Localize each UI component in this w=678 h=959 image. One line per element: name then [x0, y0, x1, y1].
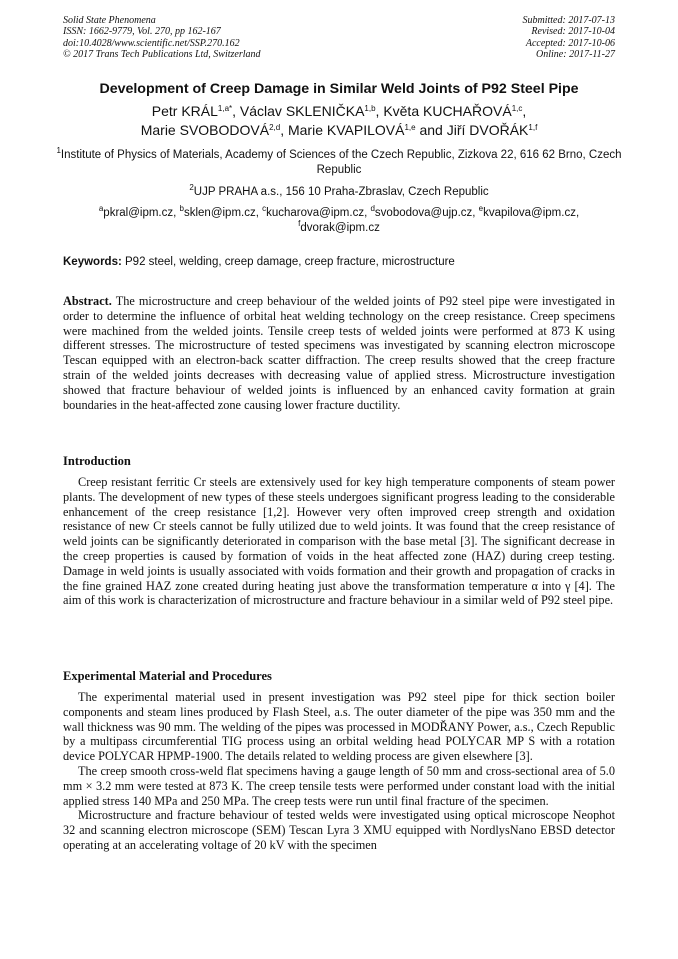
journal-name: Solid State Phenomena: [63, 15, 156, 26]
paragraph: Creep resistant ferritic Cr steels are extensively used for key high temperature components of steam power plants. The development of new types of these steels undergoes significant progress leading to the considerable enhancement of the creep resistance [1,2]. However very often improved creep strength and oxidation resistance of new Cr steels cannot be fully utilized due to weld joints. It was found that the creep resistance of weld joints can be significantly deteriorated in comparison with the base metal [3]. The significant decrease in the creep properties is caused by formation of voids in the heat affected zone (HAZ) during creep testing. Damage in weld joints is usually associated with voids formation and their growth and propagation of cracks in the fine grained HAZ zone created during heating just above the transformation temperature α into γ [4]. The aim of this work is characterization of microstructure and fracture behaviour in a similar weld of P92 steel pipe.: [63, 475, 615, 608]
submitted-date: Submitted: 2017-07-13: [522, 15, 615, 26]
email-link[interactable]: dvorak@ipm.cz: [300, 222, 380, 234]
email-link[interactable]: pkral@ipm.cz: [103, 207, 174, 219]
copyright-line: © 2017 Trans Tech Publications Ltd, Switzerland: [63, 48, 261, 60]
keywords: [63, 255, 615, 270]
keywords-text: P92 steel, welding, creep damage, creep fracture, microstructure: [125, 256, 455, 268]
paragraph: Microstructure and fracture behaviour of tested welds were investigated using optical microscope Neophot 32 and scanning electron microscope (SEM) Tescan Lyra 3 XMU equipped with NordlysNano EBSD detector operating at an accelerating voltage of 20 kV with the specimen: [63, 808, 615, 852]
author: Květa KUCHAŘOVÁ$^{1,c}$,: [383, 103, 527, 119]
experimental-section: [63, 690, 615, 853]
section-heading-introduction: Introduction: [63, 454, 131, 468]
paragraph: The creep smooth cross-weld flat specimens having a gauge length of 50 mm and cross-sectional area of 5.0 mm × 3.2 mm were tested at 873 K. The creep tensile tests were performed under constant load with the initial applied stress 140 MPa and 250 MPa. The creep tests were run until final fracture of the specimen.: [63, 763, 615, 808]
email-link[interactable]: kvapilova@ipm.cz: [483, 207, 576, 219]
abstract: [63, 294, 615, 412]
author: Marie KVAPILOVÁ$^{1,e}$ and: [287, 121, 447, 138]
abstract-label: Abstract.: [63, 294, 112, 308]
keywords-label: Keywords:: [63, 256, 122, 268]
affiliation-2: $^2$UJP PRAHA a.s., 156 10 Praha-Zbraslav, Czech Republic: [189, 183, 489, 198]
author: Jiří DVOŘÁK$^{1,f}$: [446, 121, 538, 138]
accepted-date: Accepted: 2017-10-06: [525, 37, 615, 49]
paragraph: The experimental material used in present investigation was P92 steel pipe for thick section boiler components and steam lines produced by Flash Steel, a.s. The outer diameter of the pipe was 350 mm and the wall thickness was 90 mm. The welding of the pipes was processed in MODŘANY Power, a.s., Czech Republic by a multipass circumferential TIG process using an orbital welding head POLYCAR MP S with a rotation device POLYCAR HPMP-1900. The details related to welding process are given elsewhere [3].: [63, 690, 615, 764]
email-list: $^a$pkral@ipm.cz, $^b$sklen@ipm.cz, $^c$kucharova@ipm.cz, $^d$svobodova@ujp.cz, $^e$kvapilova@ipm.cz, $^f$dvorak@ipm.cz: [98, 204, 580, 234]
email-link[interactable]: svobodova@ujp.cz: [374, 207, 473, 219]
paper-title: Development of Creep Damage in Similar Weld Joints of P92 Steel Pipe: [99, 81, 579, 97]
email-link[interactable]: kucharova@ipm.cz: [266, 207, 365, 219]
revised-date: Revised: 2017-10-04: [531, 26, 615, 38]
affiliation-1: $^1$Institute of Physics of Materials, Academy of Sciences of the Czech Republic, Zizkova 22, 616 62 Brno, Czech Republic: [56, 146, 622, 176]
journal-info: [63, 15, 261, 60]
online-date: Online: 2017-11-27: [536, 48, 615, 60]
issn-line: ISSN: 1662-9779, Vol. 270, pp 162-167: [63, 26, 221, 38]
dates-info: [523, 15, 616, 60]
introduction-section: [63, 475, 615, 608]
author: Petr $KRÁL^{1,a*}$,: [151, 103, 240, 119]
email-link[interactable]: sklen@ipm.cz: [183, 207, 256, 219]
author: Václav SKLENIČKA$^{1,b}$,: [239, 103, 384, 119]
author: Marie SVOBODOVÁ$^{2,d}$,: [140, 121, 288, 138]
abstract-text: The microstructure and creep behaviour of the welded joints of P92 steel pipe were investigated in order to determine the influence of orbital heat welding technology on the creep resistance. Creep specimens were machined from the welded joints. Tensile creep tests of welded joints were performed at 873 K using different stresses. The microstructure of tested specimens was investigated by scanning electron microscope Tescan equipped with an electron-back scatter diffraction. The creep results showed that the creep fracture strain of the welded joints decreases with decreasing value of applied stress. Microstructure investigation showed that fracture behaviour of welded joints is influenced by an enhanced cavity formation at grain boundaries in the heat-affected zone causing lower fracture ductility.: [63, 294, 615, 412]
doi-line: doi:10.4028/www.scientific.net/SSP.270.162: [63, 37, 240, 49]
author-list: [40, 102, 638, 139]
section-heading-experimental: Experimental Material and Procedures: [63, 669, 272, 683]
